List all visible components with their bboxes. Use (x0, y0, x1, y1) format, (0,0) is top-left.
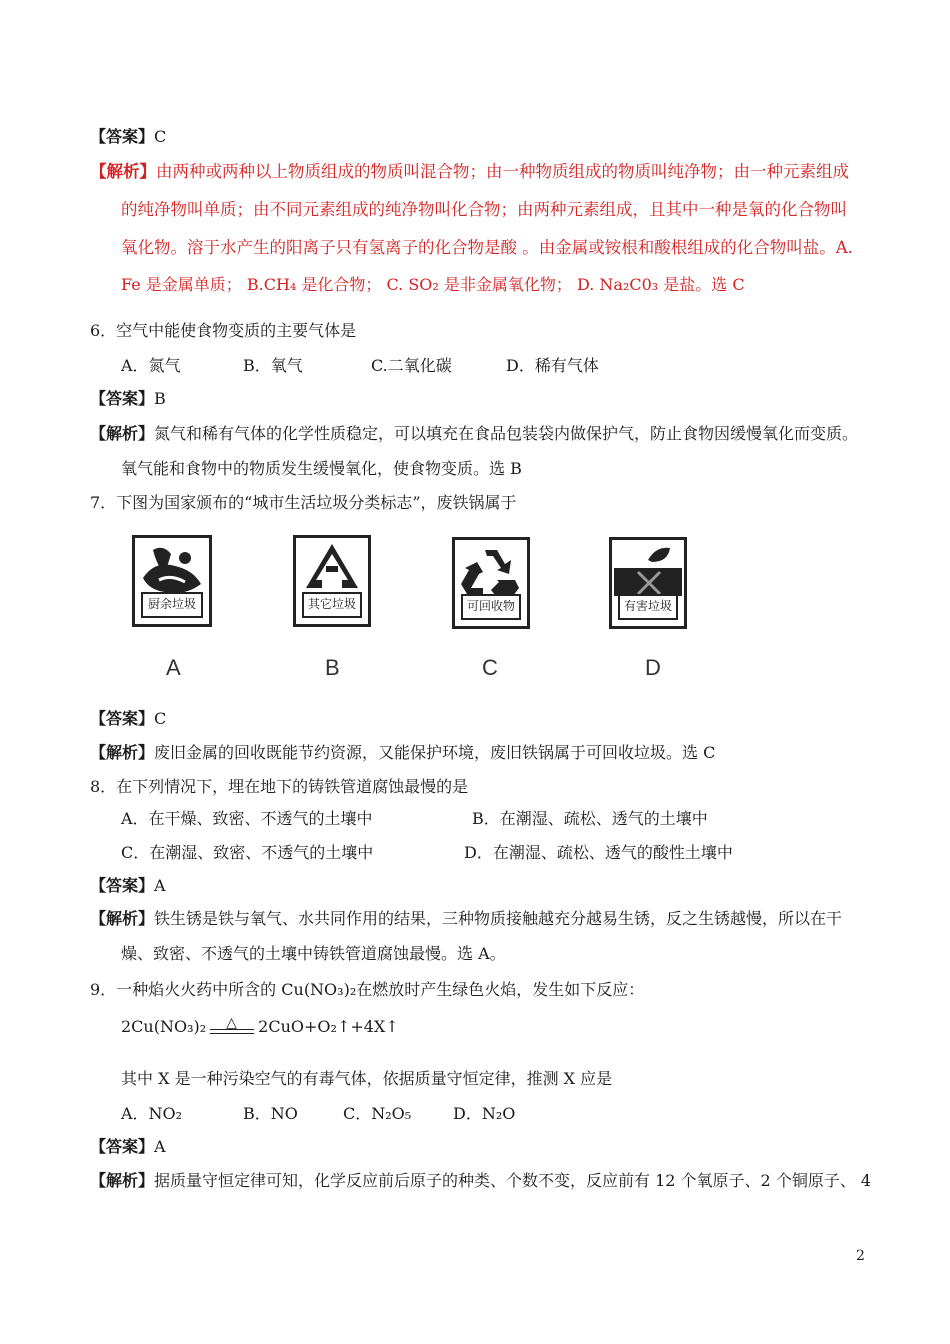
q6-option-d: D．稀有气体 (506, 356, 599, 375)
answer-value: C (154, 127, 167, 146)
answer-value: A (154, 876, 166, 895)
q6-option-c: C.二氧化碳 (371, 356, 452, 375)
sign-letter-c: C (482, 655, 498, 680)
q9-option-b: B．NO (243, 1104, 298, 1123)
sign-b-other-waste (293, 535, 371, 627)
explanation-9-line-1 (90, 1170, 871, 1192)
explanation-text: 由两种或两种以上物质组成的物质叫混合物；由一种物质组成的物质叫纯净物；由一种元素组成 (156, 162, 849, 181)
sign-letter-a: A (166, 655, 181, 680)
explanation-6-line-1 (90, 423, 858, 445)
q9-option-c: C．N₂O₅ (343, 1104, 412, 1123)
explanation-8-line-2: 燥、致密、不透气的土壤中铸铁管道腐蚀最慢。选 A。 (121, 944, 506, 963)
q8-option-a: A．在干燥、致密、不透气的土壤中 (121, 809, 373, 828)
answer-label: 【答案】 (90, 389, 155, 408)
answer-5 (90, 126, 166, 148)
answer-label: 【答案】 (90, 127, 155, 146)
sign-c-recyclable (452, 537, 530, 629)
equals-line-bottom (210, 1033, 254, 1034)
heat-symbol: △ (226, 1015, 237, 1031)
explanation-8-line-1 (90, 908, 842, 930)
sign-caption: 其它垃圾 (302, 592, 362, 618)
recycle-icon (455, 540, 527, 602)
question-6-stem: 6．空气中能使食物变质的主要气体是 (90, 321, 357, 340)
explanation-text: 铁生锈是铁与氧气、水共同作用的结果，三种物质接触越充分越易生锈，反之生锈越慢，所以在干 (154, 909, 843, 928)
explanation-5-line-4: Fe 是金属单质； B.CH₄ 是化合物； C. SO₂ 是非金属氧化物； D. Na₂C0₃ 是盐。选 C (121, 275, 745, 294)
sign-caption: 有害垃圾 (618, 594, 678, 620)
question-7-stem: 7．下图为国家颁布的“城市生活垃圾分类标志”，废铁锅属于 (90, 493, 517, 512)
answer-9 (90, 1136, 166, 1158)
equation-products: 2CuO+O₂↑+4X↑ (258, 1017, 399, 1036)
q8-option-d: D．在潮湿、疏松、透气的酸性土壤中 (464, 843, 733, 862)
sign-caption: 可回收物 (461, 594, 521, 620)
reaction-condition (206, 1016, 258, 1038)
sign-caption: 厨余垃圾 (141, 592, 203, 618)
answer-label: 【答案】 (90, 876, 155, 895)
explanation-label: 【解析】 (90, 162, 156, 181)
question-8-stem: 8．在下列情况下，埋在地下的铸铁管道腐蚀最慢的是 (90, 777, 469, 796)
q9-equation (121, 1016, 399, 1038)
answer-7 (90, 708, 166, 730)
equation-reactant: 2Cu(NO₃)₂ (121, 1017, 207, 1036)
explanation-label: 【解析】 (90, 424, 155, 443)
explanation-label: 【解析】 (90, 1171, 155, 1190)
explanation-6-line-2: 氧气能和食物中的物质发生缓慢氧化，使食物变质。选 B (121, 459, 522, 478)
hazardous-waste-icon (612, 540, 684, 602)
answer-label: 【答案】 (90, 709, 155, 728)
explanation-5-line-2: 的纯净物叫单质；由不同元素组成的纯净物叫化合物；由两种元素组成，且其中一种是氧的化合物叫 (121, 200, 847, 219)
answer-value: B (154, 389, 166, 408)
answer-value: A (154, 1137, 166, 1156)
page-number: 2 (856, 1248, 865, 1264)
explanation-5-line-3: 氧化物。溶于水产生的阳离子只有氢离子的化合物是酸 。由金属或铵根和酸根组成的化合物叫盐。A. (121, 238, 853, 257)
answer-value: C (154, 709, 167, 728)
answer-6 (90, 388, 166, 410)
explanation-label: 【解析】 (90, 743, 155, 762)
equals-line-top (210, 1029, 254, 1030)
q6-option-b: B．氧气 (243, 356, 303, 375)
sign-d-hazardous (609, 537, 687, 629)
q8-option-c: C．在潮湿、致密、不透气的土壤中 (121, 843, 374, 862)
explanation-7-line-1 (90, 742, 715, 764)
q6-option-a: A．氮气 (121, 356, 181, 375)
question-9-context: 其中 X 是一种污染空气的有毒气体，依据质量守恒定律，推测 X 应是 (121, 1069, 613, 1088)
q9-option-a: A．NO₂ (121, 1104, 183, 1123)
explanation-5-line-1 (90, 161, 849, 183)
answer-8 (90, 875, 166, 897)
other-waste-icon (296, 538, 368, 600)
sign-letter-d: D (645, 655, 661, 680)
sign-a-food-waste (132, 535, 212, 627)
explanation-text: 废旧金属的回收既能节约资源，又能保护环境，废旧铁锅属于可回收垃圾。选 C (154, 743, 716, 762)
explanation-text: 氮气和稀有气体的化学性质稳定，可以填充在食品包装袋内做保护气，防止食物因缓慢氧化而变质。 (154, 424, 859, 443)
food-waste-icon (135, 540, 209, 600)
answer-label: 【答案】 (90, 1137, 155, 1156)
q9-option-d: D．N₂O (453, 1104, 516, 1123)
explanation-text: 据质量守恒定律可知，化学反应前后原子的种类、个数不变，反应前有 12 个氧原子、2 个铜原子、 4 (154, 1171, 872, 1190)
q8-option-b: B．在潮湿、疏松、透气的土壤中 (472, 809, 708, 828)
sign-letter-b: B (325, 655, 340, 680)
question-9-stem: 9．一种焰火火药中所含的 Cu(NO₃)₂在燃放时产生绿色火焰，发生如下反应： (90, 980, 645, 999)
explanation-label: 【解析】 (90, 909, 155, 928)
